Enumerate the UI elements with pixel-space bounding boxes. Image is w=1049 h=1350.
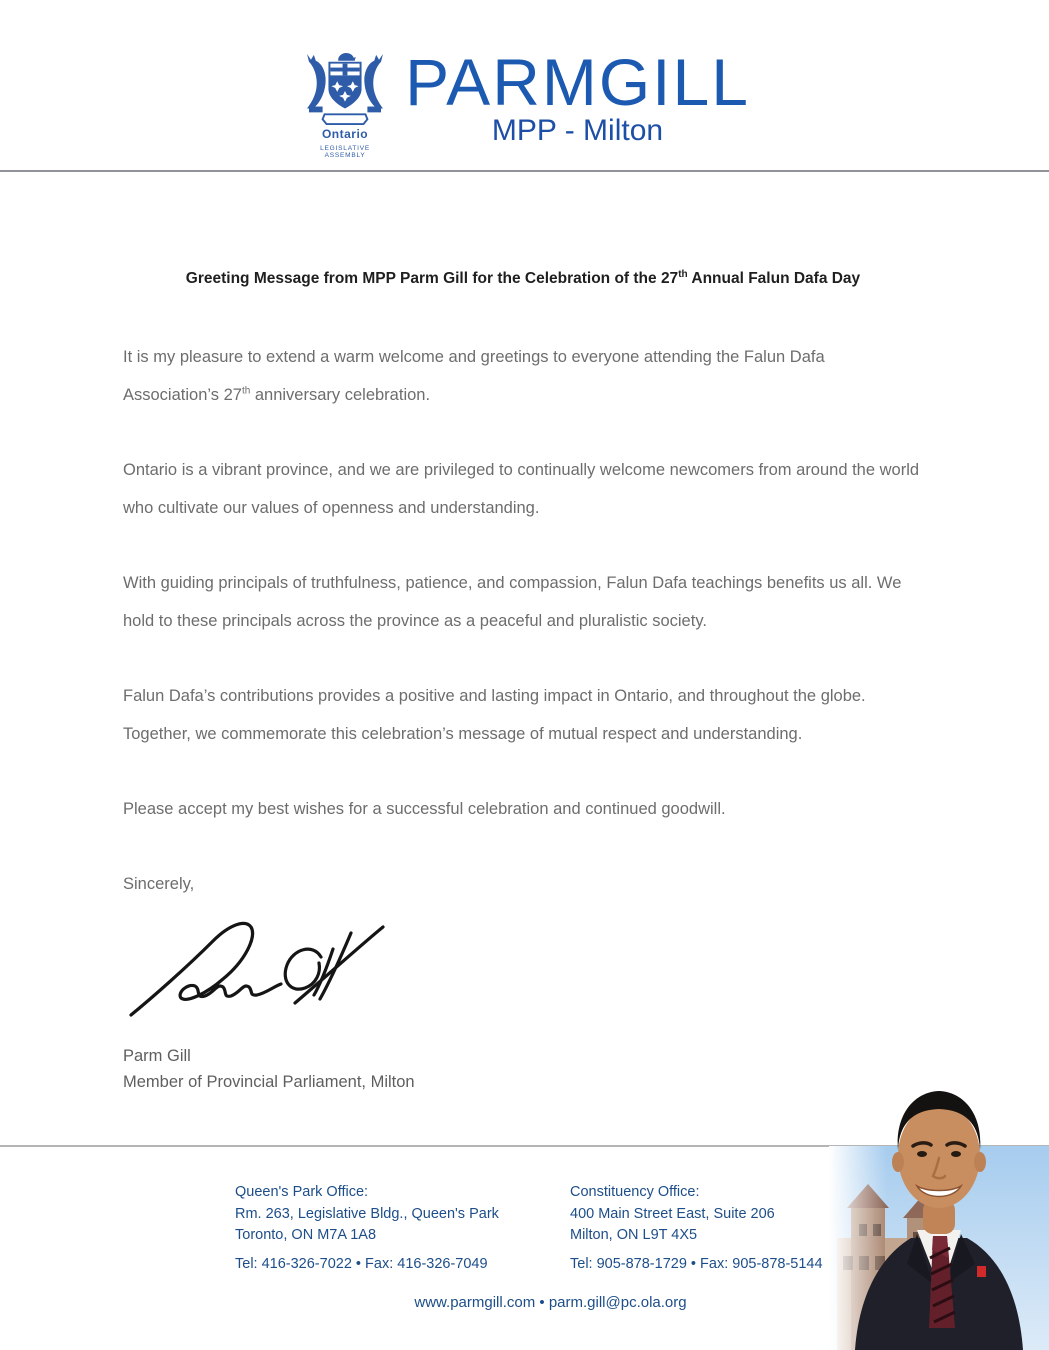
logo-ontario-label: Ontario [321,127,369,141]
ontario-coat-of-arms-icon [301,52,389,126]
ontario-legislative-assembly-logo [299,52,391,159]
paragraph-3: With guiding principals of truthfulness, patience, and compassion, Falun Dafa teachings benefits us all. We hold to these principals across the province as a peaceful and pluralistic society. [123,574,902,630]
queens-park-phone: Tel: 416-326-7022 • Fax: 416-326-7049 [235,1255,488,1272]
letter-title [123,268,923,290]
queens-park-address-2: Toronto, ON M7A 1A8 [235,1227,377,1243]
letterhead-name-block [405,45,750,148]
handwritten-signature-icon [125,917,410,1025]
mpp-riding-subtitle: MPP - Milton [491,114,664,147]
signer-name: Parm Gill [123,1047,191,1065]
paragraph-2: Ontario is a vibrant province, and we are privileged to continually welcome newcomers from around the world who cultivate our values of openness and understanding. [123,461,920,517]
letter-body [123,268,923,1095]
signature [125,917,923,1039]
logo-assembly-label: LEGISLATIVE ASSEMBLY [320,145,370,159]
signer-block [123,1043,923,1095]
letter-title-ordinal: th [678,268,688,280]
constituency-address-2: Milton, ON L9T 4X5 [570,1227,698,1243]
constituency-phone: Tel: 905-878-1729 • Fax: 905-878-5144 [570,1255,823,1272]
letter-title-text: Greeting Message from MPP Parm Gill for the Celebration of the 27 [185,270,679,287]
paragraph-1-text: It is my pleasure to extend a warm welcome and greetings to everyone attending the Falun Dafa Association’s 27 [123,348,825,404]
paragraph-1-ordinal: th [241,385,251,397]
queens-park-office [235,1182,500,1275]
paragraph-1-text-end: anniversary celebration. [250,386,431,404]
paragraph-4: Falun Dafa’s contributions provides a positive and lasting impact in Ontario, and throughout the globe. Together, we commemorate this celebration’s message of mutual respect and understanding. [123,687,866,743]
footer-offices [235,1182,835,1275]
letterhead [0,45,1049,159]
paragraph-5: Please accept my best wishes for a successful celebration and continued goodwill. [123,800,726,818]
queens-park-address-1: Rm. 263, Legislative Bldg., Queen's Park [235,1205,499,1222]
constituency-address-1: 400 Main Street East, Suite 206 [570,1205,775,1222]
shield-icon [329,62,362,109]
constituency-office [570,1182,835,1275]
signoff: Sincerely, [123,875,195,893]
signer-title: Member of Provincial Parliament, Milton [123,1073,415,1091]
queens-park-heading: Queen's Park Office: [235,1184,369,1200]
letter-title-text-end: Annual Falun Dafa Day [687,270,861,287]
website-email-line: www.parmgill.com • parm.gill@pc.ola.org [414,1294,687,1311]
mpp-name-wordmark: PARMGILL [405,45,750,119]
constituency-heading: Constituency Office: [570,1184,700,1200]
header-divider-line [0,170,1049,172]
paragraph-1 [123,338,923,414]
